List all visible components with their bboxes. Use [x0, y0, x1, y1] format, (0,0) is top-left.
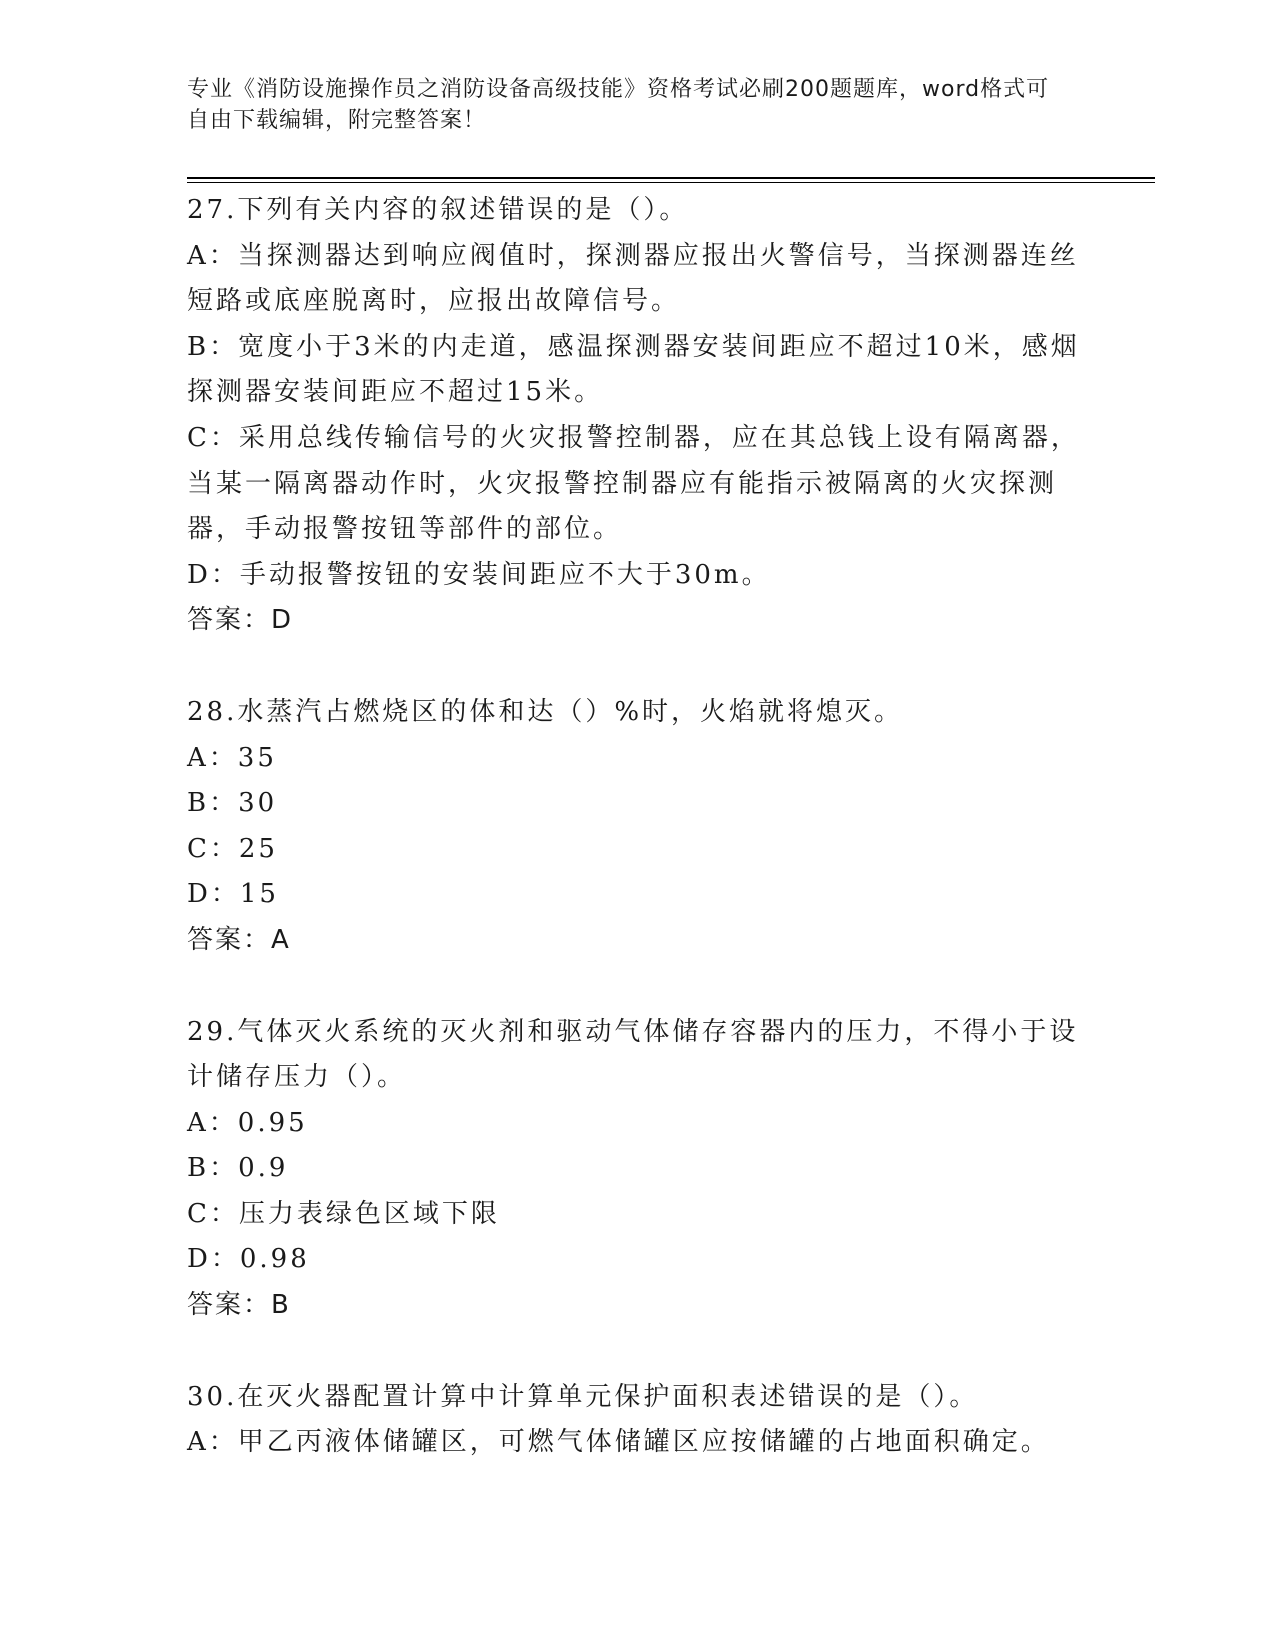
option-a: A：35	[187, 742, 277, 773]
header-divider-thick	[187, 177, 1155, 179]
question-stem: 30.在灭火器配置计算中计算单元保护面积表述错误的是（）。	[187, 1381, 979, 1412]
option-a: A：甲乙丙液体储罐区，可燃气体储罐区应按储罐的占地面积确定。	[187, 1427, 1050, 1458]
spacer	[187, 644, 1087, 690]
option-b: B：宽度小于3米的内走道，感温探测器安装间距应不超过10米，感烟探测器安装间距应不超过15米。	[187, 331, 1080, 408]
question-28	[187, 690, 1087, 964]
answer-line: 答案：D	[187, 605, 294, 636]
question-30	[187, 1375, 1087, 1466]
document-header: 专业《消防设施操作员之消防设备高级技能》资格考试必刷200题题库，word格式可自由下载编辑，附完整答案！	[187, 77, 1050, 133]
question-29	[187, 1010, 1087, 1329]
option-b: B：0.9	[187, 1153, 289, 1184]
question-stem: 28.水蒸汽占燃烧区的体和达（）%时，火焰就将熄灭。	[187, 696, 904, 727]
option-d: D：手动报警按钮的安装间距应不大于30m。	[187, 559, 771, 590]
spacer	[187, 964, 1087, 1010]
option-c: C：压力表绿色区域下限	[187, 1198, 500, 1229]
spacer	[187, 1329, 1087, 1375]
option-d: D：0.98	[187, 1244, 310, 1275]
header-divider-thin	[187, 182, 1155, 183]
question-stem: 27.下列有关内容的叙述错误的是（）。	[187, 195, 689, 225]
question-list	[187, 188, 1087, 1466]
question-27	[187, 188, 1087, 644]
answer-line: 答案：B	[187, 1290, 291, 1321]
question-stem: 29.气体灭火系统的灭火剂和驱动气体储存容器内的压力，不得小于设计储存压力（）。	[187, 1016, 1079, 1093]
option-d: D：15	[187, 879, 279, 910]
option-b: B：30	[187, 788, 278, 819]
answer-line: 答案：A	[187, 924, 291, 955]
option-c: C：25	[187, 833, 278, 864]
option-c: C：采用总线传输信号的火灾报警控制器，应在其总钱上设有隔离器，当某一隔离器动作时，火灾报警控制器应有能指示被隔离的火灾探测器，手动报警按钮等部件的部位。	[187, 422, 1080, 545]
option-a: A：0.95	[187, 1107, 308, 1138]
option-a: A：当探测器达到响应阀值时，探测器应报出火警信号，当探测器连丝短路或底座脱离时，应报出故障信号。	[187, 240, 1079, 317]
